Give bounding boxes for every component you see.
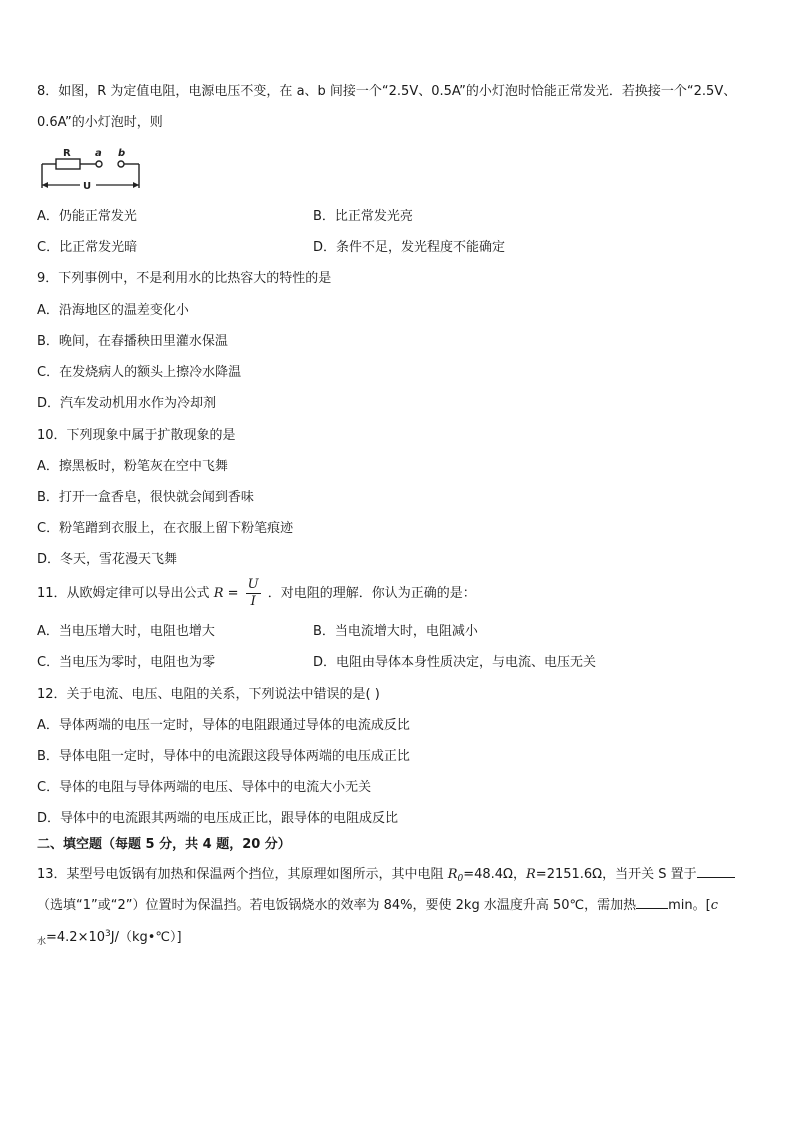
q12-stem: 12．关于电流、电压、电阻的关系，下列说法中错误的是( ) (37, 687, 380, 702)
formula-numerator: U (247, 577, 259, 592)
q12-option-a: A．导体两端的电压一定时，导体的电阻跟通过导体的电流成反比 (37, 718, 410, 733)
q13-line3-text-b: J/（kg•℃）] (110, 930, 182, 945)
terminal-a (96, 161, 102, 167)
q8-stem-line1: 8．如图，R 为定值电阻，电源电压不变，在 a、b 间接一个“2.5V、0.5A”的小灯泡时恰能正常发光．若换接一个“2.5V、 (37, 84, 737, 99)
q8-circuit-diagram (36, 145, 146, 195)
q13-line3-text-a: =4.2×10 (46, 930, 106, 945)
label-a: a (95, 148, 102, 159)
q12-option-b: B．导体电阻一定时，导体中的电流跟这段导体两端的电压成正比 (37, 749, 410, 764)
q9-option-a: A．沿海地区的温差变化小 (37, 303, 189, 318)
q10-stem: 10．下列现象中属于扩散现象的是 (37, 428, 236, 443)
q11-stem-before: 11．从欧姆定律可以导出公式 (37, 586, 210, 601)
q8-option-a: A．仍能正常发光 (37, 209, 137, 224)
q10-option-d: D．冬天，雪花漫天飞舞 (37, 552, 178, 567)
q9-option-b: B．晚间，在春播秧田里灌水保温 (37, 334, 228, 349)
q8-option-d: D．条件不足，发光程度不能确定 (313, 240, 506, 255)
formula-equals: = (227, 586, 239, 601)
q13-line1-text-b: =48.4Ω， (463, 867, 526, 882)
label-b: b (118, 148, 126, 159)
section-title-fill-in: 二、填空题（每题 5 分，共 4 题，20 分） (37, 837, 291, 852)
r0-symbol: R (447, 867, 458, 882)
c-symbol: c (710, 898, 718, 913)
q11-stem (37, 577, 476, 611)
q9-stem: 9．下列事例中，不是利用水的比热容大的特性的是 (37, 271, 332, 286)
q13-line2-text-b: min。[ (668, 898, 711, 913)
q13-line1 (37, 864, 735, 887)
q11-stem-after: ．对电阻的理解．你认为正确的是： (267, 586, 476, 601)
r-symbol: R (526, 867, 536, 882)
resistor-r (56, 159, 80, 169)
power-superscript: 3 (105, 929, 111, 939)
q10-option-a: A．擦黑板时，粉笔灰在空中飞舞 (37, 459, 228, 474)
formula-fraction (246, 577, 261, 610)
q9-option-d: D．汽车发动机用水作为冷却剂 (37, 396, 217, 411)
q8-option-b: B．比正常发光亮 (313, 209, 413, 224)
q12-option-c: C．导体的电阻与导体两端的电压、导体中的电流大小无关 (37, 780, 372, 795)
label-r: R (63, 148, 71, 159)
q11-option-b: B．当电流增大时，电阻减小 (313, 624, 478, 639)
q11-option-a: A．当电压增大时，电阻也增大 (37, 624, 215, 639)
terminal-b (118, 161, 124, 167)
q8-stem-line2: 0.6A”的小灯泡时，则 (37, 115, 163, 130)
q10-option-c: C．粉笔蹭到衣服上，在衣服上留下粉笔痕迹 (37, 521, 294, 536)
q11-option-c: C．当电压为零时，电阻也为零 (37, 655, 216, 670)
q13-line2 (37, 895, 718, 914)
c-water-subscript: 水 (37, 937, 47, 947)
q13-line2-text-a: （选填“1”或“2”）位置时为保温挡。若电饭锅烧水的效率为 84%，要使 2kg 水温度升高 50℃，需加热 (37, 898, 637, 913)
q9-option-c: C．在发烧病人的额头上擦冷水降温 (37, 365, 242, 380)
q10-option-b: B．打开一盒香皂，很快就会闻到香味 (37, 490, 254, 505)
label-u: U (83, 181, 92, 192)
q13-line1-text-c: =2151.6Ω，当开关 S 置于 (535, 867, 697, 882)
q13-line1-text-a: 13．某型号电饭锅有加热和保温两个挡位，其原理如图所示，其中电阻 (37, 867, 448, 882)
r0-subscript: 0 (457, 874, 464, 884)
formula-r: R (213, 586, 224, 601)
q12-option-d: D．导体中的电流跟其两端的电压成正比，跟导体的电阻成反比 (37, 811, 399, 826)
q13-blank-1[interactable] (697, 864, 735, 878)
q13-line3 (37, 926, 182, 950)
q11-option-d: D．电阻由导体本身性质决定，与电流、电压无关 (313, 655, 597, 670)
formula-denominator: I (250, 594, 256, 609)
q8-option-c: C．比正常发光暗 (37, 240, 138, 255)
q13-blank-2[interactable] (636, 895, 668, 909)
